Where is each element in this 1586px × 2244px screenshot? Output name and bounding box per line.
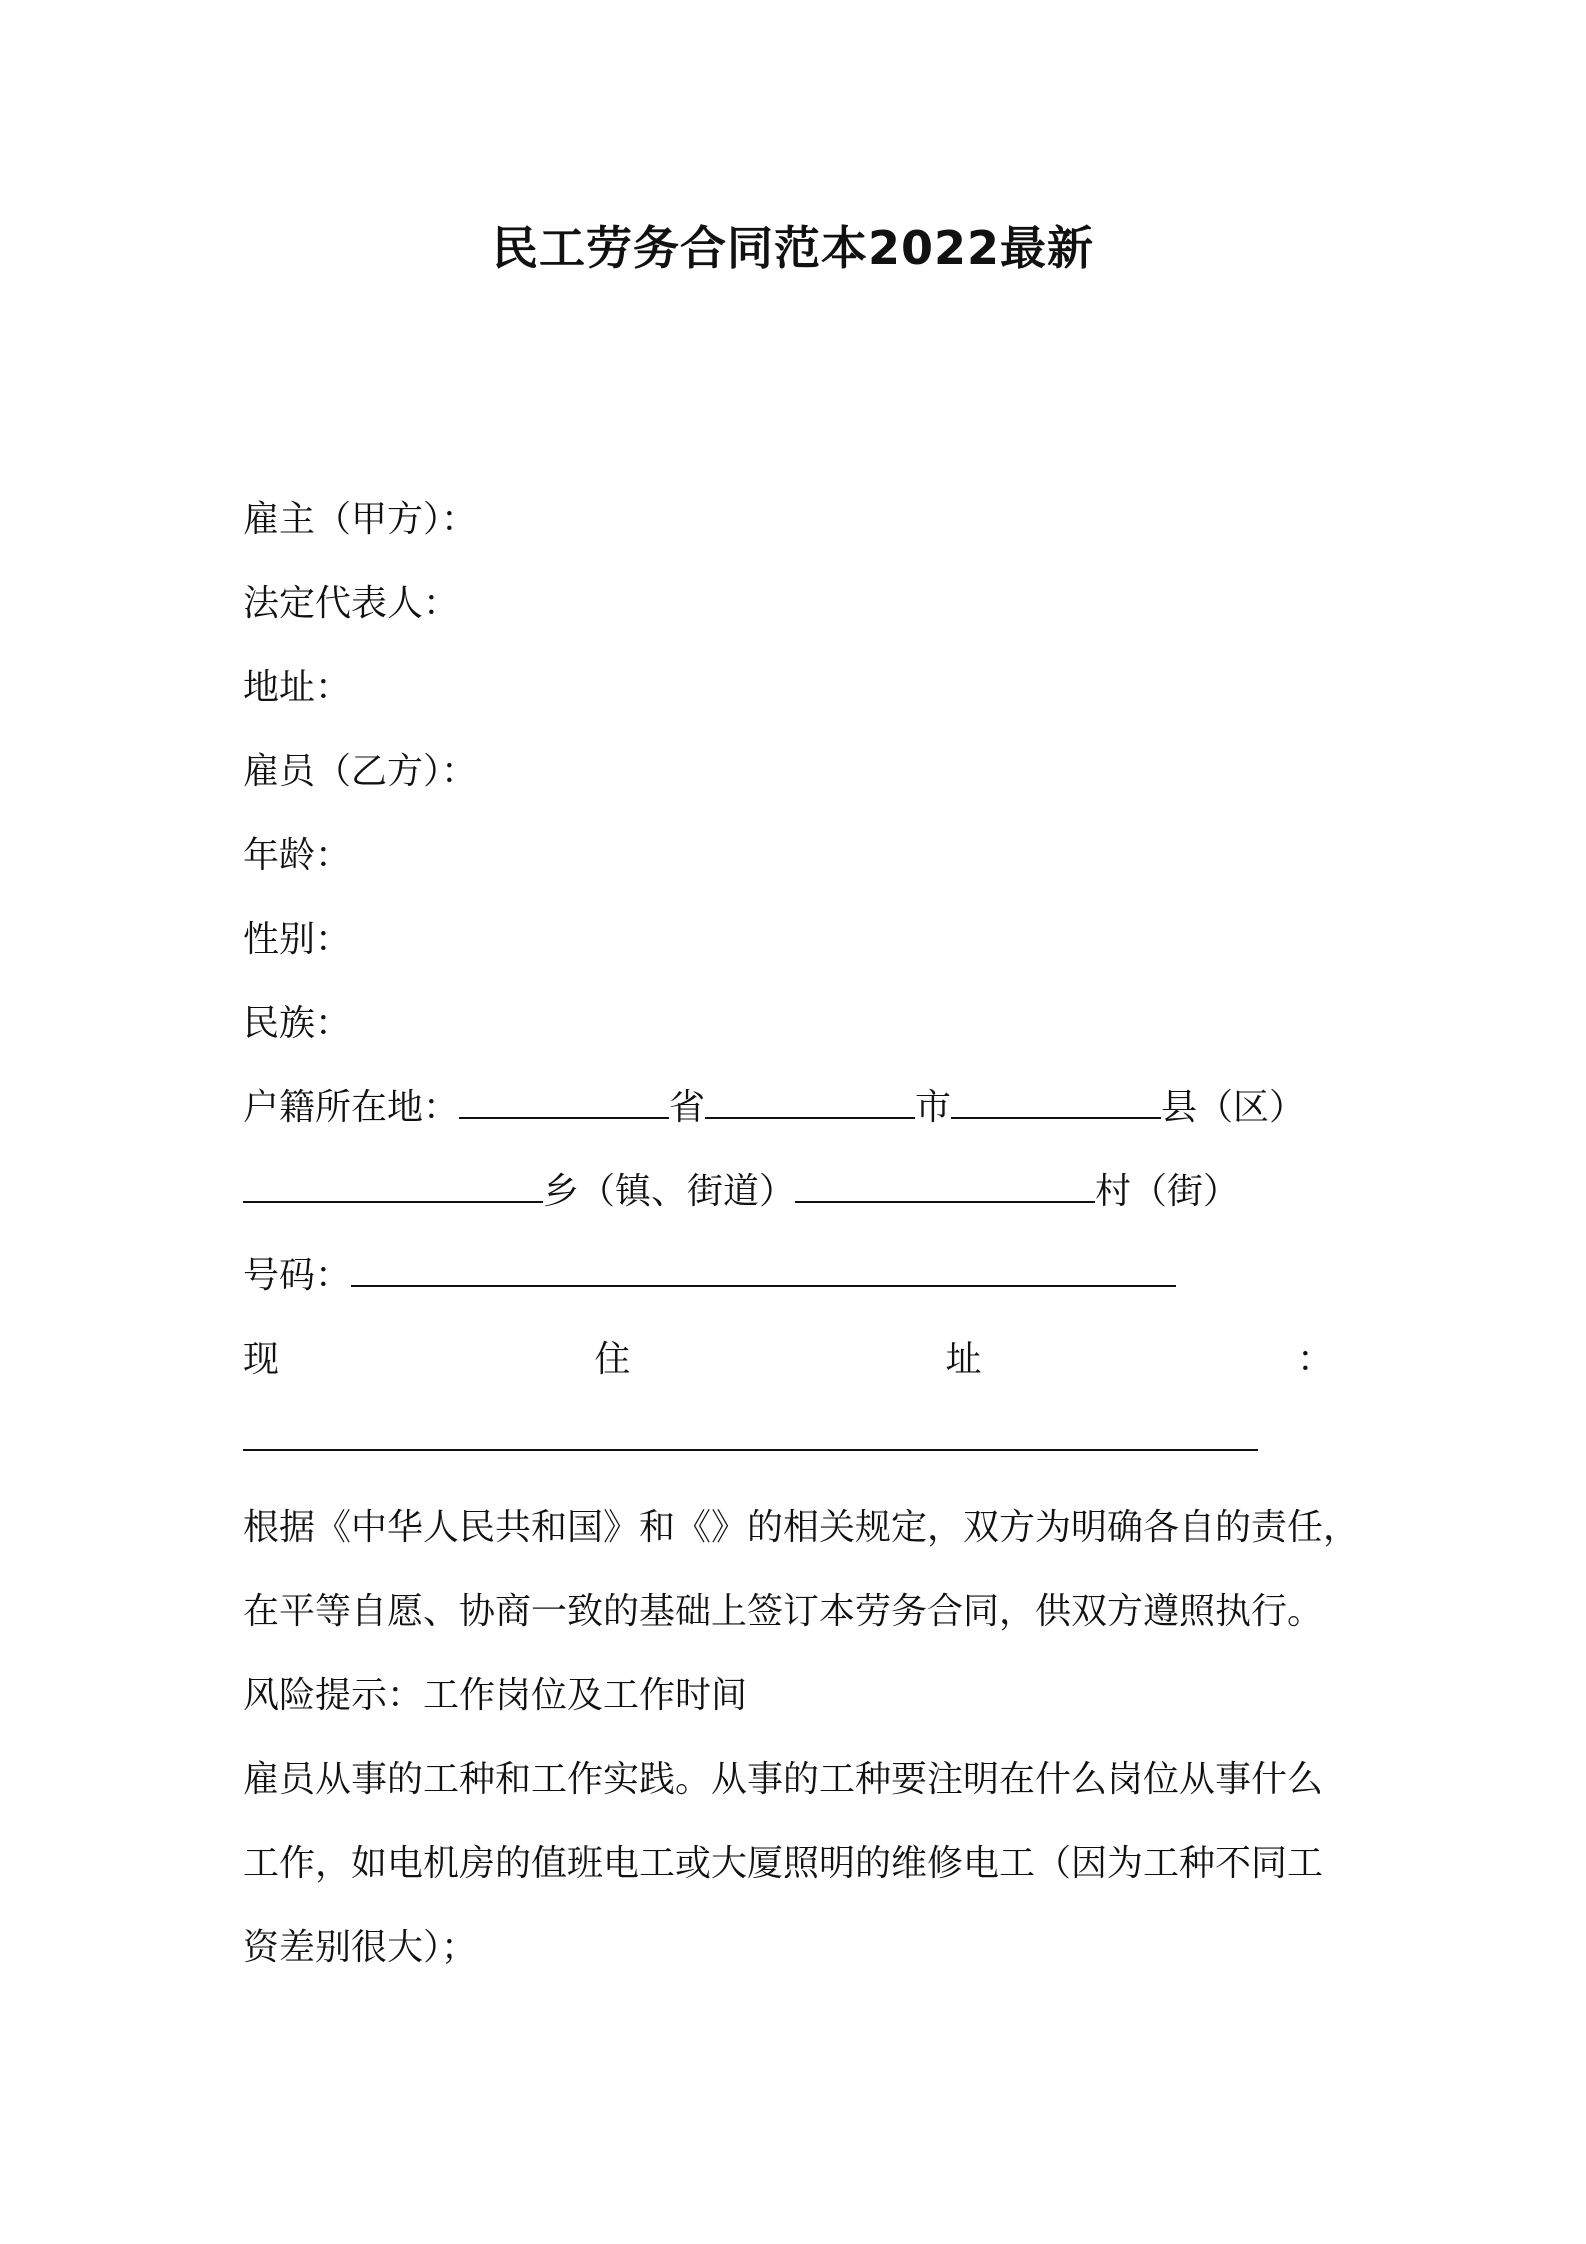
city-text: 市 (915, 1087, 952, 1128)
legal-rep-label: 法定代表人： (243, 583, 460, 624)
document-title: 民工劳务合同范本2022最新 (491, 221, 1095, 275)
number-blank[interactable] (351, 1255, 1176, 1287)
para2-line3: 资差别很大）； (243, 1927, 478, 1968)
current-address-char: 现 (243, 1339, 280, 1380)
county-blank[interactable] (951, 1087, 1161, 1119)
current-address-char: 址 (945, 1339, 982, 1380)
number-row (243, 1254, 1176, 1298)
age-label: 年龄： (243, 835, 352, 876)
household-label: 户籍所在地： (243, 1087, 460, 1128)
province-text: 省 (669, 1087, 706, 1128)
current-address-char: 住 (594, 1339, 631, 1380)
village-blank[interactable] (795, 1171, 1095, 1203)
current-address-row (243, 1338, 1333, 1382)
ethnicity-label: 民族： (243, 1003, 352, 1044)
current-address-blank[interactable] (243, 1419, 1258, 1451)
current-address-char: ： (1296, 1339, 1333, 1380)
county-text: 县（区） (1161, 1087, 1306, 1128)
para1-line2: 在平等自愿、协商一致的基础上签订本劳务合同，供双方遵照执行。 (243, 1591, 1324, 1632)
para1-line1: 根据《中华人民共和国》和《》的相关规定，双方为明确各自的责任， (243, 1507, 1360, 1548)
para2-line1: 雇员从事的工种和工作实践。从事的工种要注明在什么岗位从事什么 (243, 1759, 1324, 1800)
province-blank[interactable] (459, 1087, 669, 1119)
employee-label: 雇员（乙方）： (243, 751, 478, 792)
township-blank[interactable] (243, 1171, 543, 1203)
household-row-1 (243, 1086, 1305, 1130)
risk-heading: 风险提示：工作岗位及工作时间 (243, 1675, 748, 1716)
current-address-line (243, 1418, 1258, 1462)
address-label: 地址： (243, 667, 352, 708)
township-text: 乡（镇、街道） (543, 1171, 796, 1212)
household-row-2 (243, 1170, 1239, 1214)
employer-label: 雇主（甲方）： (243, 499, 478, 540)
city-blank[interactable] (705, 1087, 915, 1119)
para2-line2: 工作，如电机房的值班电工或大厦照明的维修电工（因为工种不同工 (243, 1843, 1324, 1884)
village-text: 村（街） (1095, 1171, 1240, 1212)
number-label: 号码： (243, 1255, 352, 1296)
gender-label: 性别： (243, 919, 352, 960)
